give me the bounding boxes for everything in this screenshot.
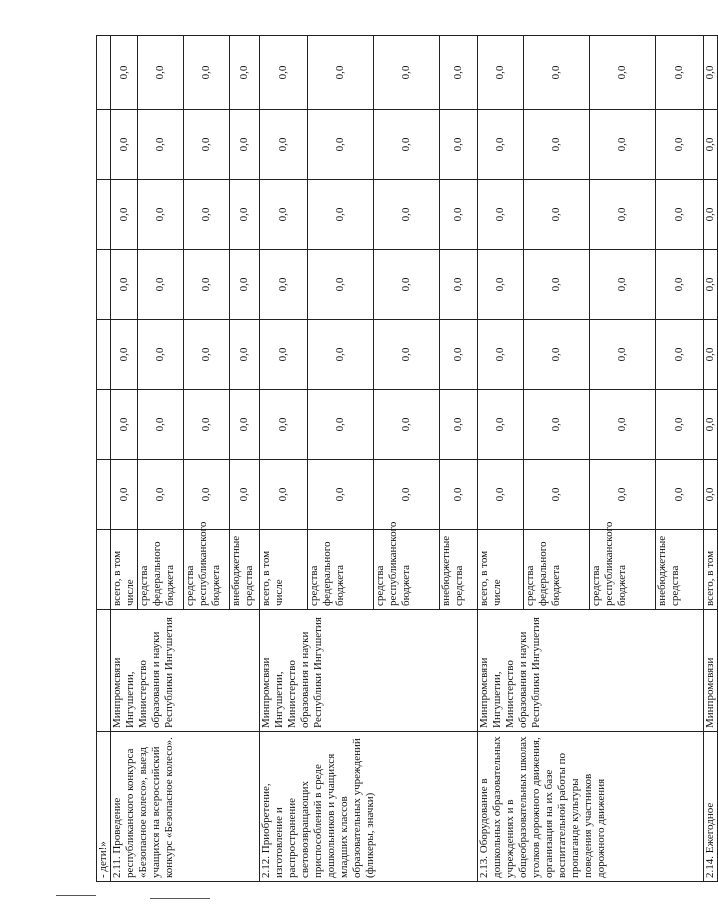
amount-cell: 0,0 — [656, 36, 704, 110]
amount-cell: 0,0 — [184, 180, 230, 250]
amount-cell: 0,0 — [230, 460, 260, 530]
executor-cell: Минпромсвязи Ингушетии, Министерство образования и науки Республики Ингушетия — [260, 610, 478, 732]
amount-cell: 0,0 — [138, 250, 184, 320]
amount-cell: 0,0 — [524, 390, 590, 460]
amount-cell: 0,0 — [138, 180, 184, 250]
amount-cell: 0,0 — [440, 180, 478, 250]
amount-cell: 0,0 — [440, 110, 478, 180]
amount-cell: 0,0 — [260, 36, 308, 110]
measure-name-cell: 2.11. Проведение республиканского конкурса «Безопасное колесо», выезд учащихся на всероссийский конкурс «Безопасное колесо». — [111, 732, 260, 882]
amount-cell: 0,0 — [704, 110, 718, 180]
amount-cell: 0,0 — [308, 250, 374, 320]
amount-cell: 0,0 — [374, 390, 440, 460]
amount-cell: 0,0 — [440, 320, 478, 390]
amount-cell: 0,0 — [524, 110, 590, 180]
amount-cell: 0,0 — [111, 390, 138, 460]
scan-artifact — [56, 895, 96, 896]
budget-table — [96, 35, 718, 882]
amount-cell: 0,0 — [184, 250, 230, 320]
amount-cell: 0,0 — [111, 250, 138, 320]
amount-cell: 0,0 — [524, 250, 590, 320]
amount-cell: 0,0 — [590, 320, 656, 390]
amount-cell: 0,0 — [590, 250, 656, 320]
amount-cell: 0,0 — [111, 180, 138, 250]
amount-cell: 0,0 — [111, 320, 138, 390]
amount-cell: 0,0 — [260, 320, 308, 390]
amount-cell: 0,0 — [656, 390, 704, 460]
executor-cell: Минпромсвязи Ингушетии, Министерство образования и науки Республики Ингушетия — [478, 610, 704, 732]
executor-cell: Минпромсвязи Ингушетии, Министерство образования и науки Республики Ингушетия — [111, 610, 260, 732]
amount-cell: 0,0 — [184, 320, 230, 390]
amount-cell: 0,0 — [478, 250, 524, 320]
table-row — [111, 36, 138, 882]
funding-source-cell: внебюджетные средства — [656, 530, 704, 610]
amount-cell: 0,0 — [230, 36, 260, 110]
funding-source-cell: всего, в том числе — [478, 530, 524, 610]
table-row — [260, 36, 308, 882]
amount-cell: 0,0 — [308, 320, 374, 390]
amount-cell: 0,0 — [524, 320, 590, 390]
header-fragment-cell: - дети!» — [97, 732, 111, 882]
amount-cell: 0,0 — [374, 460, 440, 530]
funding-source-cell: внебюджетные средства — [440, 530, 478, 610]
amount-cell: 0,0 — [656, 180, 704, 250]
amount-cell: 0,0 — [590, 36, 656, 110]
funding-source-cell: средства республиканского бюджета — [184, 530, 230, 610]
amount-cell: 0,0 — [260, 460, 308, 530]
amount-cell: 0,0 — [590, 180, 656, 250]
amount-cell: 0,0 — [590, 110, 656, 180]
amount-cell: 0,0 — [704, 460, 718, 530]
amount-cell: 0,0 — [308, 180, 374, 250]
amount-cell: 0,0 — [440, 36, 478, 110]
amount-cell: 0,0 — [478, 390, 524, 460]
amount-cell: 0,0 — [230, 110, 260, 180]
amount-cell: 0,0 — [374, 110, 440, 180]
amount-cell: 0,0 — [704, 390, 718, 460]
amount-cell: 0,0 — [138, 460, 184, 530]
amount-cell: 0,0 — [524, 36, 590, 110]
amount-cell: 0,0 — [260, 180, 308, 250]
amount-cell: 0,0 — [440, 390, 478, 460]
amount-cell: 0,0 — [138, 110, 184, 180]
funding-source-cell: всего, в том числе — [260, 530, 308, 610]
amount-cell: 0,0 — [308, 390, 374, 460]
amount-cell: 0,0 — [111, 36, 138, 110]
amount-cell: 0,0 — [374, 320, 440, 390]
amount-cell: 0,0 — [656, 250, 704, 320]
amount-cell: 0,0 — [184, 110, 230, 180]
amount-cell: 0,0 — [230, 250, 260, 320]
measure-name-cell: 2.12. Приобретение, изготовление и распространение световозвращающих приспособлений в среде дошкольников и учащихся младших классов образовательных учреждений (фликеры, значки) — [260, 732, 478, 882]
executor-cell: Минпромсвязи — [704, 610, 718, 732]
rotated-table-container — [96, 36, 716, 882]
scan-artifact — [150, 898, 210, 899]
amount-cell: 0,0 — [704, 250, 718, 320]
amount-cell: 0,0 — [478, 460, 524, 530]
table-row — [704, 36, 718, 882]
amount-cell: 0,0 — [704, 36, 718, 110]
amount-cell: 0,0 — [478, 110, 524, 180]
amount-cell: 0,0 — [656, 460, 704, 530]
amount-cell: 0,0 — [260, 390, 308, 460]
amount-cell: 0,0 — [111, 110, 138, 180]
amount-cell: 0,0 — [590, 390, 656, 460]
amount-cell: 0,0 — [478, 320, 524, 390]
amount-cell: 0,0 — [374, 180, 440, 250]
funding-source-cell: всего, в том числе — [111, 530, 138, 610]
amount-cell: 0,0 — [230, 180, 260, 250]
table-body — [97, 36, 718, 882]
amount-cell: 0,0 — [440, 460, 478, 530]
amount-cell: 0,0 — [524, 180, 590, 250]
amount-cell: 0,0 — [656, 320, 704, 390]
amount-cell: 0,0 — [308, 110, 374, 180]
amount-cell: 0,0 — [138, 36, 184, 110]
amount-cell: 0,0 — [478, 36, 524, 110]
table-row — [478, 36, 524, 882]
amount-cell: 0,0 — [308, 460, 374, 530]
funding-source-cell: всего, в том — [704, 530, 718, 610]
measure-name-cell: 2.14. Ежегодное — [704, 732, 718, 882]
measure-name-cell: 2.13. Оборудование в дошкольных образовательных учреждениях и в общеобразовательных школах уголков дорожного движения, организация на их базе воспитательной работы по пропаганде культуры поведения участников дорожного движения — [478, 732, 704, 882]
amount-cell: 0,0 — [374, 36, 440, 110]
amount-cell: 0,0 — [704, 180, 718, 250]
amount-cell: 0,0 — [260, 250, 308, 320]
amount-cell: 0,0 — [111, 460, 138, 530]
amount-cell: 0,0 — [230, 320, 260, 390]
amount-cell: 0,0 — [308, 36, 374, 110]
funding-source-cell: средства федерального бюджета — [138, 530, 184, 610]
amount-cell: 0,0 — [590, 460, 656, 530]
amount-cell: 0,0 — [230, 390, 260, 460]
amount-cell: 0,0 — [478, 180, 524, 250]
amount-cell: 0,0 — [138, 320, 184, 390]
amount-cell: 0,0 — [440, 250, 478, 320]
amount-cell: 0,0 — [704, 320, 718, 390]
amount-cell: 0,0 — [260, 110, 308, 180]
funding-source-cell: средства федерального бюджета — [524, 530, 590, 610]
funding-source-cell: средства республиканского бюджета — [590, 530, 656, 610]
amount-cell: 0,0 — [184, 390, 230, 460]
funding-source-cell: средства республиканского бюджета — [374, 530, 440, 610]
amount-cell: 0,0 — [138, 390, 184, 460]
funding-source-cell: средства федерального бюджета — [308, 530, 374, 610]
amount-cell: 0,0 — [524, 460, 590, 530]
amount-cell: 0,0 — [374, 250, 440, 320]
funding-source-cell: внебюджетные средства — [230, 530, 260, 610]
header-fragment-row — [97, 36, 111, 882]
amount-cell: 0,0 — [184, 460, 230, 530]
amount-cell: 0,0 — [184, 36, 230, 110]
amount-cell: 0,0 — [656, 110, 704, 180]
